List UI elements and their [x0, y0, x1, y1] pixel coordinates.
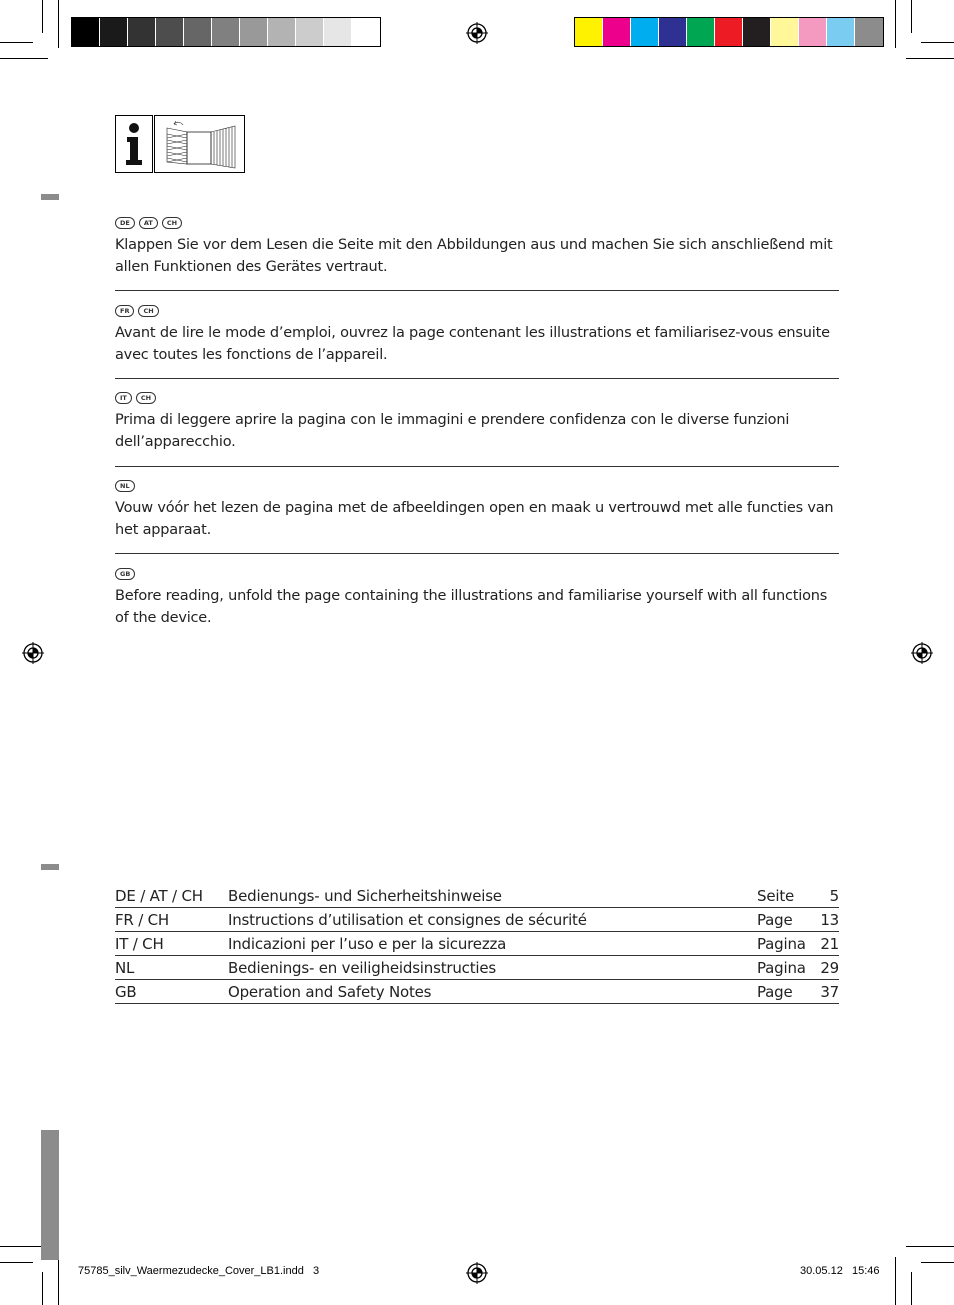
- toc-page-number: 13: [820, 910, 839, 929]
- fold-out-page-icon: [154, 115, 245, 173]
- lang-section-nl: [115, 480, 839, 541]
- toc-page-number: 21: [820, 934, 839, 953]
- toc-page-word: Page: [757, 910, 793, 929]
- color-swatch: [827, 18, 855, 46]
- crop-mark: [42, 1272, 43, 1305]
- divider: [115, 378, 839, 379]
- toc-language-code: DE / AT / CH: [115, 886, 203, 905]
- gray-color-bar: [71, 17, 381, 47]
- toc-title: Bedienings- en veiligheidsinstructies: [228, 958, 496, 977]
- toc-row: [115, 908, 839, 932]
- toc-language-code: IT / CH: [115, 934, 164, 953]
- country-badges: [115, 392, 839, 406]
- color-swatch: [855, 18, 883, 46]
- color-swatch: [100, 18, 128, 46]
- crop-mark: [895, 0, 896, 48]
- color-swatch: [324, 18, 352, 46]
- country-badge: DE: [115, 217, 135, 229]
- crop-mark: [42, 0, 43, 33]
- crop-mark: [58, 0, 59, 48]
- registration-mark-icon: [911, 642, 933, 664]
- section-text: Avant de lire le mode d’emploi, ouvrez la page contenant les illustrations et familiarisez-vous ensuite avec toutes les fonctions de l’appareil.: [115, 325, 830, 363]
- toc-page-word: Page: [757, 982, 793, 1001]
- country-badges: [115, 305, 839, 319]
- margin-mark: [41, 864, 59, 870]
- color-swatch: [156, 18, 184, 46]
- color-swatch: [659, 18, 687, 46]
- color-swatch: [128, 18, 156, 46]
- toc-page-number: 5: [829, 886, 839, 905]
- toc-title: Instructions d’utilisation et consignes de sécurité: [228, 910, 587, 929]
- info-icon: [115, 115, 153, 173]
- color-swatch: [296, 18, 324, 46]
- section-text: Prima di leggere aprire la pagina con le immagini e prendere confidenza con le diverse funzioni dell’apparecchio.: [115, 412, 790, 450]
- country-badge: IT: [115, 392, 132, 404]
- crop-mark: [906, 58, 954, 59]
- color-swatch: [352, 18, 380, 46]
- registration-mark-icon: [22, 642, 44, 664]
- footer-file-name: 75785_silv_Waermezudecke_Cover_LB1.indd 3: [78, 1265, 320, 1277]
- crop-mark: [0, 1262, 33, 1263]
- color-swatch: [268, 18, 296, 46]
- crop-mark: [0, 42, 33, 43]
- lang-section-fr: [115, 305, 839, 366]
- crop-mark: [0, 58, 48, 59]
- color-swatch: [715, 18, 743, 46]
- country-badge: CH: [162, 217, 182, 229]
- color-swatch: [575, 18, 603, 46]
- thumb-tab-bar: [41, 1130, 59, 1260]
- color-swatch: [771, 18, 799, 46]
- lang-section-de: [115, 217, 839, 278]
- color-swatch: [743, 18, 771, 46]
- country-badges: [115, 568, 839, 582]
- table-of-contents: [115, 884, 839, 1004]
- color-swatch: [687, 18, 715, 46]
- color-swatch: [799, 18, 827, 46]
- process-color-bar: [574, 17, 884, 47]
- toc-title: Bedienungs- und Sicherheitshinweise: [228, 886, 502, 905]
- country-badge: FR: [115, 305, 134, 317]
- color-swatch: [184, 18, 212, 46]
- toc-page-number: 37: [820, 982, 839, 1001]
- color-swatch: [631, 18, 659, 46]
- toc-title: Indicazioni per l’uso e per la sicurezza: [228, 934, 507, 953]
- section-text: Klappen Sie vor dem Lesen die Seite mit den Abbildungen aus und machen Sie sich anschließend mit allen Funktionen des Gerätes vertraut.: [115, 237, 833, 275]
- divider: [115, 290, 839, 291]
- toc-row: [115, 956, 839, 980]
- lang-section-it: [115, 392, 839, 453]
- registration-mark-icon: [466, 22, 488, 44]
- footer-date: 30.05.12 15:46: [800, 1265, 880, 1277]
- lang-section-gb: [115, 568, 839, 629]
- country-badge: CH: [136, 392, 156, 404]
- crop-mark: [911, 0, 912, 33]
- crop-mark: [58, 1257, 59, 1305]
- color-swatch: [212, 18, 240, 46]
- toc-page-number: 29: [820, 958, 839, 977]
- toc-row: [115, 980, 839, 1004]
- toc-language-code: GB: [115, 982, 137, 1001]
- margin-mark: [41, 194, 59, 200]
- toc-language-code: NL: [115, 958, 135, 977]
- toc-row: [115, 932, 839, 956]
- info-icon-box: [115, 115, 245, 173]
- crop-mark: [895, 1257, 896, 1305]
- toc-language-code: FR / CH: [115, 910, 169, 929]
- color-swatch: [72, 18, 100, 46]
- registration-mark-icon: [466, 1262, 488, 1284]
- section-text: Before reading, unfold the page containing the illustrations and familiarise yourself with all functions of the device.: [115, 588, 828, 626]
- country-badge: CH: [138, 305, 158, 317]
- toc-row: [115, 884, 839, 908]
- country-badge: NL: [115, 480, 135, 492]
- country-badge: GB: [115, 568, 135, 580]
- divider: [115, 553, 839, 554]
- toc-page-word: Pagina: [757, 958, 806, 977]
- color-swatch: [240, 18, 268, 46]
- crop-mark: [921, 42, 954, 43]
- crop-mark: [911, 1272, 912, 1305]
- crop-mark: [906, 1246, 954, 1247]
- toc-page-word: Seite: [757, 886, 795, 905]
- crop-mark: [921, 1262, 954, 1263]
- country-badge: AT: [139, 217, 158, 229]
- color-swatch: [603, 18, 631, 46]
- divider: [115, 466, 839, 467]
- section-text: Vouw vóór het lezen de pagina met de afbeeldingen open en maak u vertrouwd met alle functies van het apparaat.: [115, 500, 834, 538]
- toc-page-word: Pagina: [757, 934, 806, 953]
- country-badges: [115, 480, 839, 494]
- toc-title: Operation and Safety Notes: [228, 982, 432, 1001]
- country-badges: [115, 217, 839, 231]
